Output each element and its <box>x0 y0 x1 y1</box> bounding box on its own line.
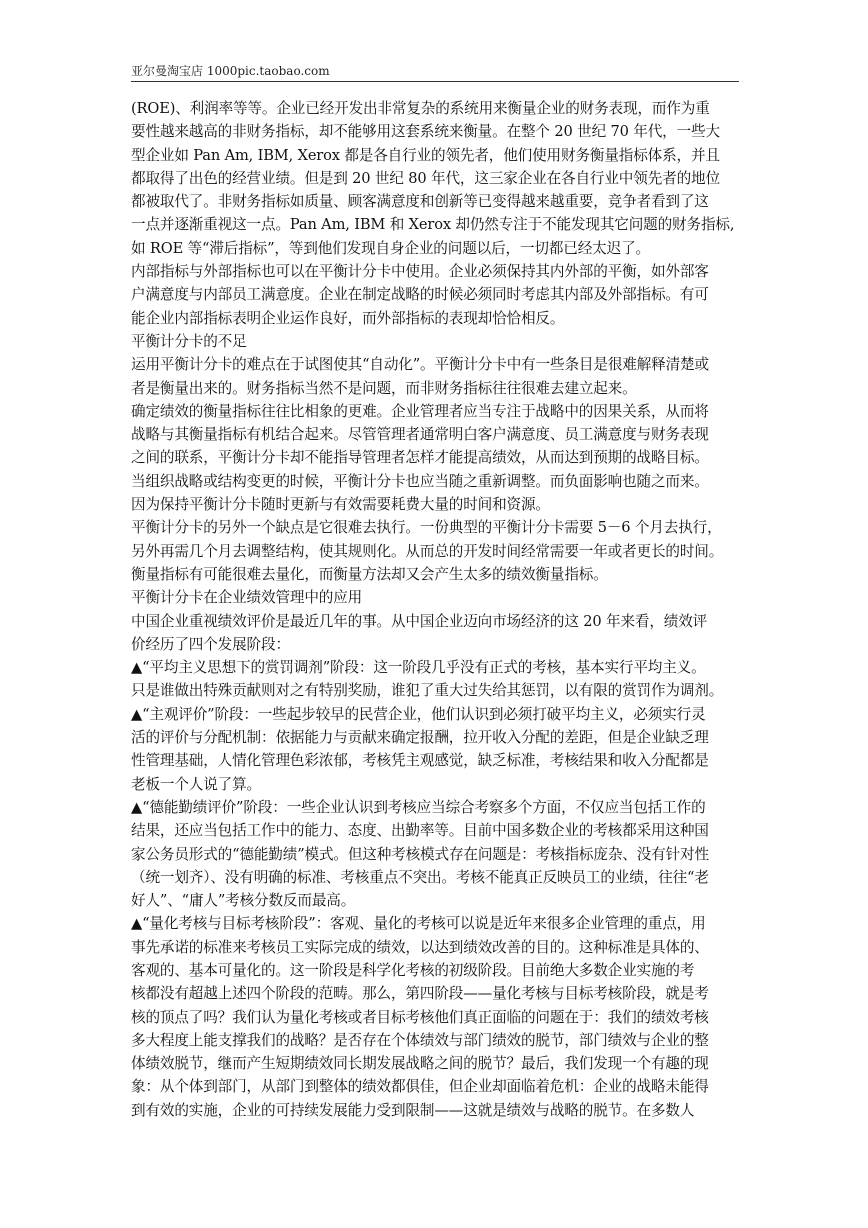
text-line: 核的顶点了吗？我们认为量化考核或者目标考核他们真正面临的问题在于：我们的绩效考核 <box>131 1008 709 1026</box>
text-line: 都被取代了。非财务指标如质量、顾客满意度和创新等已变得越来越重要，竞争者看到了这 <box>131 193 709 211</box>
text-line: 都取得了出色的经营业绩。但是到 20 世纪 80 年代，这三家企业在各自行业中领先者的地位 <box>131 169 720 187</box>
text-line: 家公务员形式的“德能勤绩”模式。但这种考核模式存在问题是：考核指标庞杂、没有针对性 <box>131 845 709 863</box>
text-line: 确定绩效的衡量指标往往比相象的更难。企业管理者应当专注于战略中的因果关系，从而将 <box>131 402 709 420</box>
text-line: 之间的联系，平衡计分卡却不能指导管理者怎样才能提高绩效，从而达到预期的战略目标。 <box>131 449 709 467</box>
page-header: 亚尔曼淘宝店 1000pic.taobao.com <box>131 64 330 78</box>
text-line: 一点并逐渐重视这一点。Pan Am, IBM 和 Xerox 却仍然专注于不能发现其它问题的财务指标, <box>131 216 735 234</box>
text-line: 能企业内部指标表明企业运作良好，而外部指标的表现却恰恰相反。 <box>131 309 565 327</box>
text-line: 中国企业重视绩效评价是最近几年的事。从中国企业迈向市场经济的这 20 年来看，绩效评 <box>131 612 708 630</box>
text-line: 象：从个体到部门，从部门到整体的绩效都俱佳，但企业却面临着危机：企业的战略未能得 <box>131 1078 709 1096</box>
text-line: 核都没有超越上述四个阶段的范畴。那么，第四阶段——量化考核与目标考核阶段，就是考 <box>131 985 709 1003</box>
text-line: 内部指标与外部指标也可以在平衡计分卡中使用。企业必须保持其内外部的平衡，如外部客 <box>131 263 709 281</box>
text-line: 到有效的实施，企业的可持续发展能力受到限制——这就是绩效与战略的脱节。在多数人 <box>131 1101 695 1119</box>
text-line: 多大程度上能支撑我们的战略？是否存在个体绩效与部门绩效的脱节，部门绩效与企业的整 <box>131 1031 709 1049</box>
text-line: ▲“主观评价”阶段：一些起步较早的民营企业，他们认识到必须打破平均主义，必须实行灵 <box>131 705 706 723</box>
text-line: 平衡计分卡在企业绩效管理中的应用 <box>131 589 363 607</box>
text-line: 只是谁做出特殊贡献则对之有特别奖励，谁犯了重大过失给其惩罚，以有限的赏罚作为调剂。 <box>131 682 724 700</box>
text-line: (ROE)、利润率等等。企业已经开发出非常复杂的系统用来衡量企业的财务表现，而作为重 <box>131 100 710 117</box>
text-line: 者是衡量出来的。财务指标当然不是问题，而非财务指标往往很难去建立起来。 <box>131 379 637 397</box>
text-line: 活的评价与分配机制：依据能力与贡献来确定报酬，拉开收入分配的差距，但是企业缺乏理 <box>131 729 709 747</box>
text-line: 事先承诺的标准来考核员工实际完成的绩效，以达到绩效改善的目的。这种标准是具体的、 <box>131 938 709 956</box>
text-line: 平衡计分卡的不足 <box>131 332 247 350</box>
text-line: 如 ROE 等“滞后指标”，等到他们发现自身企业的问题以后，一切都已经太迟了。 <box>131 239 650 257</box>
text-line: 运用平衡计分卡的难点在于试图使其“自动化”。平衡计分卡中有一些条目是很难解释清楚或 <box>131 356 709 374</box>
text-line: 价经历了四个发展阶段： <box>131 635 290 653</box>
text-line: 因为保持平衡计分卡随时更新与有效需要耗费大量的时间和资源。 <box>131 496 550 514</box>
text-line: （统一划齐）、没有明确的标准、考核重点不突出。考核不能真正反映员工的业绩，往往“老 <box>131 868 709 886</box>
text-line: 老板一个人说了算。 <box>131 775 261 793</box>
text-line: 当组织战略或结构变更的时候，平衡计分卡也应当随之重新调整。而负面影响也随之而来。 <box>131 472 709 490</box>
text-line: 平衡计分卡的另外一个缺点是它很难去执行。一份典型的平衡计分卡需要 5－6 个月去执行， <box>131 519 722 537</box>
text-line: 户满意度与内部员工满意度。企业在制定战略的时候必须同时考虑其内部及外部指标。有可 <box>131 286 709 304</box>
text-line: ▲“量化考核与目标考核阶段”：客观、量化的考核可以说是近年来很多企业管理的重点，用 <box>131 915 706 933</box>
text-line: 体绩效脱节，继而产生短期绩效同长期发展战略之间的脱节？最后，我们发现一个有趣的现 <box>131 1055 709 1073</box>
text-line: 另外再需几个月去调整结构，使其规则化。从而总的开发时间经常需要一年或者更长的时间。 <box>131 542 724 560</box>
text-line: 衡量指标有可能很难去量化，而衡量方法却又会产生太多的绩效衡量指标。 <box>131 565 608 583</box>
text-line: 要性越来越高的非财务指标，却不能够用这套系统来衡量。在整个 20 世纪 70 年代，一些大 <box>131 123 720 141</box>
text-line: 战略与其衡量指标有机结合起来。尽管管理者通常明白客户满意度、员工满意度与财务表现 <box>131 426 709 444</box>
text-line: 型企业如 Pan Am, IBM, Xerox 都是各自行业的领先者，他们使用财务衡量指标体系，并且 <box>131 146 720 164</box>
body-text <box>131 97 739 1122</box>
text-line: 结果，还应当包括工作中的能力、态度、出勤率等。目前中国多数企业的考核都采用这种国 <box>131 822 709 840</box>
text-line: 性管理基础，人情化管理色彩浓郁，考核凭主观感觉，缺乏标准，考核结果和收入分配都是 <box>131 752 709 770</box>
text-line: ▲“平均主义思想下的赏罚调剂”阶段：这一阶段几乎没有正式的考核，基本实行平均主义。 <box>131 659 706 677</box>
text-line: 好人”、“庸人”考核分数反而最高。 <box>131 892 356 910</box>
text-line: 客观的、基本可量化的。这一阶段是科学化考核的初级阶段。目前绝大多数企业实施的考 <box>131 961 695 979</box>
header-divider <box>131 81 739 82</box>
text-line: ▲“德能勤绩评价”阶段：一些企业认识到考核应当综合考察多个方面，不仅应当包括工作的 <box>131 798 706 816</box>
